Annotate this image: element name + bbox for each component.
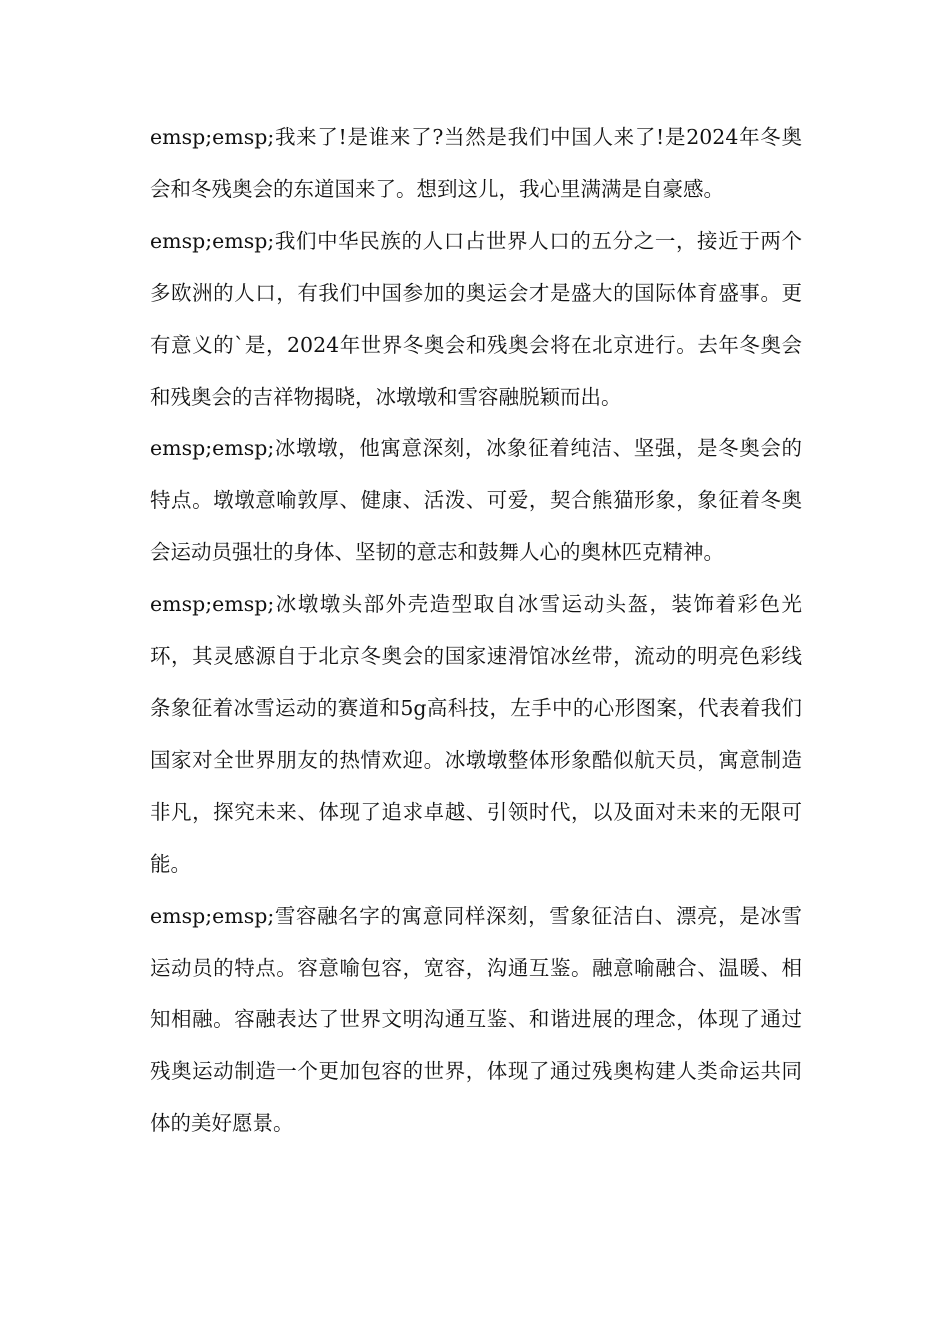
document-body: [150, 112, 802, 1150]
paragraph-4: emsp;emsp;冰墩墩头部外壳造型取自冰雪运动头盔，装饰着彩色光环，其灵感源自于北京冬奥会的国家速滑馆冰丝带，流动的明亮色彩线条象征着冰雪运动的赛道和5g高科技，左手中的心形图案，代表着我们国家对全世界朋友的热情欢迎。冰墩墩整体形象酷似航天员，寓意制造非凡，探究未来、体现了追求卓越、引领时代，以及面对未来的无限可能。: [150, 592, 802, 876]
paragraph-3: emsp;emsp;冰墩墩，他寓意深刻，冰象征着纯洁、坚强，是冬奥会的特点。墩墩意喻敦厚、健康、活泼、可爱，契合熊猫形象，象征着冬奥会运动员强壮的身体、坚韧的意志和鼓舞人心的奥林匹克精神。: [150, 436, 802, 565]
paragraph-2: emsp;emsp;我们中华民族的人口占世界人口的五分之一，接近于两个多欧洲的人口，有我们中国参加的奥运会才是盛大的国际体育盛事。更有意义的`是，2024年世界冬奥会和残奥会将在北京进行。去年冬奥会和残奥会的吉祥物揭晓，冰墩墩和雪容融脱颖而出。: [150, 228, 802, 409]
paragraph-5: emsp;emsp;雪容融名字的寓意同样深刻，雪象征洁白、漂亮，是冰雪运动员的特点。容意喻包容，宽容，沟通互鉴。融意喻融合、温暖、相知相融。容融表达了世界文明沟通互鉴、和谐进展的理念，体现了通过残奥运动制造一个更加包容的世界，体现了通过残奥构建人类命运共同体的美好愿景。: [150, 903, 802, 1136]
paragraph-1: emsp;emsp;我来了!是谁来了?当然是我们中国人来了!是2024年冬奥会和冬残奥会的东道国来了。想到这儿，我心里满满是自豪感。: [150, 125, 802, 201]
